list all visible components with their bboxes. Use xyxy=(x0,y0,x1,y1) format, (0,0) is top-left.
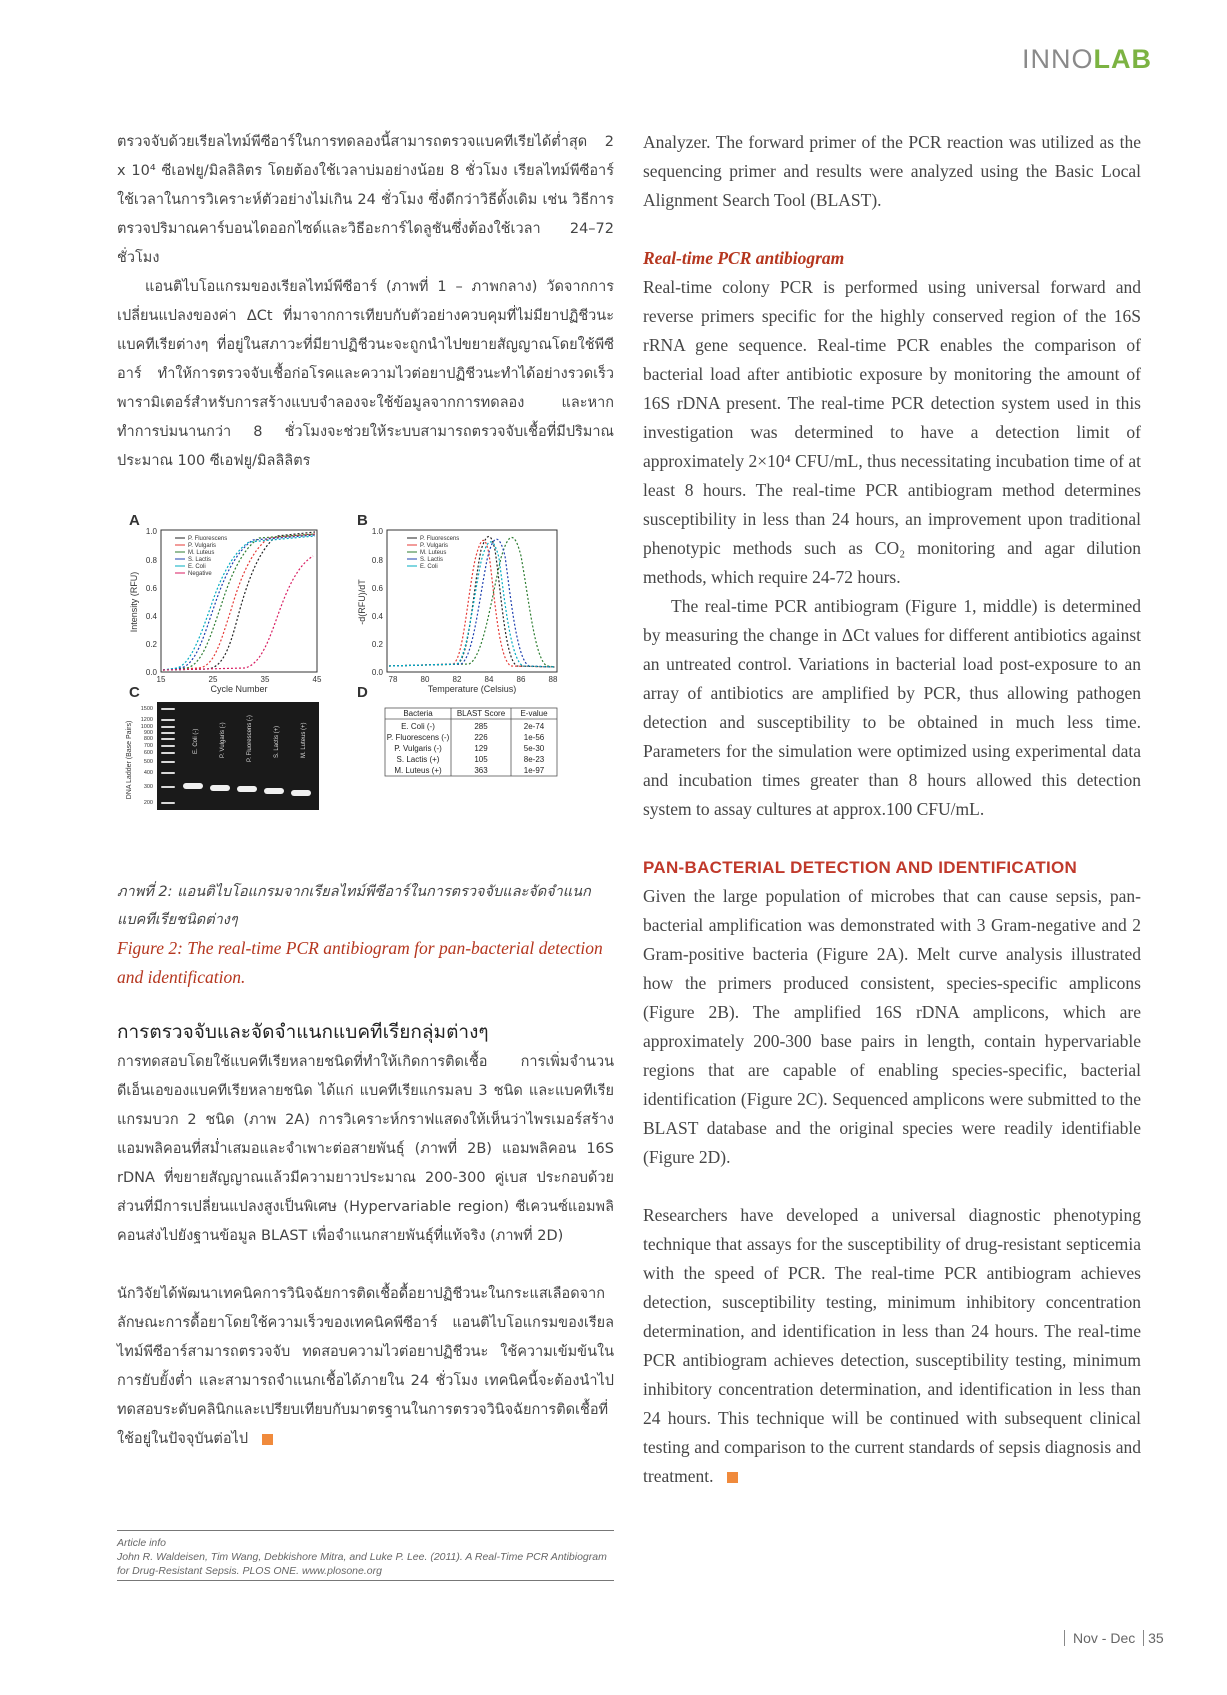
panel-label-c: C xyxy=(129,684,140,701)
panel-a-xtick: 25 xyxy=(208,675,218,684)
divider xyxy=(117,1580,614,1581)
right-column xyxy=(643,128,1141,1491)
thai-section-heading: การตรวจจับและจัดจำแนกแบคทีเรียกลุ่มต่างๆ xyxy=(117,1021,489,1043)
article-info-label: Article info xyxy=(117,1537,167,1549)
panel-b-ylabel: -d(RFU)/dT xyxy=(357,579,367,625)
panel-b-xtick: 82 xyxy=(452,675,462,684)
panel-b-frame xyxy=(387,530,557,672)
panel-a-ytick: 0.8 xyxy=(145,556,157,565)
table-cell: 105 xyxy=(474,755,488,764)
panel-b-xlabel: Temperature (Celsius) xyxy=(427,684,517,694)
ladder-label: 500 xyxy=(143,759,153,765)
ladder-label: 1000 xyxy=(140,724,153,730)
panel-b-legend-item: E. Coli xyxy=(420,564,438,570)
panel-b-xtick: 78 xyxy=(388,675,398,684)
panel-a-ytick: 0.4 xyxy=(145,612,157,621)
english-paragraph-5: Researchers have developed a universal diagnostic phenotyping technique that assays for the susceptibility of drug-resistant septicemia with the speed of PCR. The real-time PCR antibiogram achieves detection, susceptibility testing, minimum inhibitory concentration determination, and identification in less than 24 hours. The real-time PCR antibiogram achieves detection, susceptibility testing, minimum inhibitory concentration determination, and identification in less than 24 hours. This technique will be continued with subsequent clinical testing and comparison to the current standards of sepsis diagnosis and treatment. xyxy=(643,1205,1141,1486)
thai-paragraph-1: ตรวจจับด้วยเรียลไทม์พีซีอาร์ในการทดลองนี้สามารถตรวจแบคทีเรียได้ต่ำสุด 2 x 10⁴ ซีเอฟยู/มิลลิลิตร โดยต้องใช้เวลาบ่มอย่างน้อย 8 ชั่วโมง เรียลไทม์พีซีอาร์ใช้เวลาในการวิเคราะห์ตัวอย่างไม่เกิน 24 ชั่วโมง ซึ่งดีกว่าวิธีดั้งเดิม เช่น วิธีการตรวจปริมาณคาร์บอนไดออกไซด์และวิธีอะการ์ไดลูชันซึ่งต้องใช้เวลา 24–72 ชั่วโมง xyxy=(117,134,614,266)
english-paragraph-3: The real-time PCR antibiogram (Figure 1, middle) is determined by measuring the change in ΔCt values for different antibiotics against an untreated control. Variations in bacterial load post-exposure to an array of antibiotics are amplified by PCR, thus allowing pathogen detection and susceptibility to be obtained in much less time. Parameters for the simulation were optimized using experimental data and incubation times greater than 8 hours allowed this detection system to assay cultures at approx.100 CFU/mL. xyxy=(643,596,1141,819)
english-paragraph-4: Given the large population of microbes that can cause sepsis, pan-bacterial amplification was demonstrated with 3 Gram-negative and 2 Gram-positive bacteria (Figure 2A). Melt curve analysis illustrated how the primers produced consistent, species-specific amplicons (Figure 2B). The amplified 16S rDNA amplicons, which are approximately 200-300 base pairs in length, contain hypervariable regions that are capable of enabling species-specific, bacterial identification (Figure 2C). Sequenced amplicons were submitted to the BLAST database and the original species were readily identifiable (Figure 2D). xyxy=(643,886,1141,1167)
table-header: BLAST Score xyxy=(456,709,506,718)
ladder-label: 300 xyxy=(143,784,153,790)
end-mark-icon xyxy=(727,1472,738,1483)
panel-d-table xyxy=(385,708,557,776)
panel-a-legend-item: Negative xyxy=(188,571,212,577)
caption-thai: ภาพที่ 2: แอนติไบโอแกรมจากเรียลไทม์พีซีอาร์ในการตรวจจับและจัดจำแนกแบคทีเรียชนิดต่างๆ xyxy=(117,884,591,928)
ladder-label: 1200 xyxy=(140,717,153,723)
panel-a xyxy=(129,527,322,694)
table-cell: 285 xyxy=(474,722,488,731)
logo-text-lab: LAB xyxy=(1093,44,1152,74)
panel-a-xlabel: Cycle Number xyxy=(210,684,268,694)
table-cell: 5e-30 xyxy=(523,744,545,753)
table-cell: S. Lactis (+) xyxy=(396,755,440,764)
lane-label: E. Coli (-) xyxy=(193,728,199,754)
panel-b-xtick: 84 xyxy=(484,675,494,684)
panel-a-curve-negative xyxy=(163,556,313,670)
table-cell: 226 xyxy=(474,733,488,742)
panel-a-legend-item: E. Coli xyxy=(188,564,206,570)
english-paragraph-2: Real-time colony PCR is performed using universal forward and reverse primers specific for the highly conserved region of the 16S rRNA gene sequence. Real-time PCR enables the comparison of bacterial load after antibiotic exposure by monitoring the amount of 16S rDNA present. The real-time PCR detection system used in this investigation was determined to have a detection limit of approximately 2×10⁴ CFU/mL, thus necessitating incubation time of at least 8 hours. The real-time PCR antibiogram method determines susceptibility in less than 24 hours, an improvement upon traditional phenotypic methods such as CO₂ monitoring and agar dilution methods, which require 24-72 hours. xyxy=(643,277,1141,587)
table-cell: P. Vulgaris (-) xyxy=(394,744,442,753)
panel-label-b: B xyxy=(357,512,368,529)
table-cell: 129 xyxy=(474,744,488,753)
ladder-label: 600 xyxy=(143,750,153,756)
lane-label: P. Fluorescens (-) xyxy=(247,715,253,762)
lane-label: S. Lactis (+) xyxy=(274,725,280,758)
article-info-text: John R. Waldeisen, Tim Wang, Debkishore Mitra, and Luke P. Lee. (2011). A Real-Time PCR Antibiogram for Drug-Resistant Sepsis. PLOS ONE. www.plosone.org xyxy=(117,1551,607,1577)
caption-english: Figure 2: The real-time PCR antibiogram for pan-bacterial detection and identification. xyxy=(117,938,603,987)
table-cell: M. Luteus (+) xyxy=(394,766,442,775)
panel-b-curve-e-coli xyxy=(389,542,555,667)
ladder-label: 900 xyxy=(143,730,153,736)
panel-b-ytick: 0.6 xyxy=(371,584,383,593)
panel-b xyxy=(357,527,558,694)
english-paragraph-1: Analyzer. The forward primer of the PCR reaction was utilized as the sequencing primer and results were analyzed using the Basic Local Alignment Search Tool (BLAST). xyxy=(643,132,1141,210)
lane-label: P. Vulgaris (-) xyxy=(220,722,226,758)
panel-b-legend-item: P. Fluorescens xyxy=(420,536,460,542)
ladder-label: 700 xyxy=(143,743,153,749)
table-header: Bacteria xyxy=(403,709,433,718)
left-column xyxy=(117,128,614,476)
page-folio xyxy=(1064,1630,1164,1646)
panel-b-legend-item: S. Lactis xyxy=(420,557,444,563)
panel-b-xtick: 86 xyxy=(516,675,526,684)
table-header: E-value xyxy=(520,709,548,718)
panel-a-legend-item: M. Luteus xyxy=(188,550,215,556)
panel-a-legend-item: S. Lactis xyxy=(188,557,212,563)
thai-paragraph-4: นักวิจัยได้พัฒนาเทคนิคการวินิจฉัยการติดเชื้อดื้อยาปฏิชีวนะในกระแสเลือดจากลักษณะการดื้อยาโดยใช้ความเร็วของเทคนิคพีซีอาร์ แอนติไบโอแกรมของเรียลไทม์พีซีอาร์สามารถตรวจจับ ทดสอบความไวต่อยาปฏิชีวนะ ใช้ความเข้มข้นในการยับยั้งต่ำ และสามารถจำแนกเชื้อได้ภายใน 24 ชั่วโมง เทคนิคนี้จะต้องนำไปทดสอบระดับคลินิกและเปรียบเทียบกับมาตรฐานในการตรวจวินิจฉัยการติดเชื้อที่ใช้อยู่ในปัจจุบันต่อไป xyxy=(117,1286,614,1447)
thai-paragraph-2: แอนติไบโอแกรมของเรียลไทม์พีซีอาร์ (ภาพที่ 1 – ภาพกลาง) วัดจากการเปลี่ยนแปลงของค่า ΔCt ที่มาจากการเทียบกับตัวอย่างควบคุมที่ไม่มียาปฏิชีวนะ แบคทีเรียต่างๆ ที่อยู่ในสภาวะที่มียาปฏิชีวนะจะถูกนำไปขยายสัญญาณโดยใช้พีซีอาร์ ทำให้การตรวจจับเชื้อก่อโรคและความไวต่อยาปฏิชีวนะทำได้อย่างรวดเร็ว พารามิเตอร์สำหรับการสร้างแบบจำลองจะใช้ข้อมูลจากการทดลอง และหากทำการบ่มนานกว่า 8 ชั่วโมงจะช่วยให้ระบบสามารถตรวจจับเชื้อที่มีปริมาณประมาณ 100 ซีเอฟยู/มิลลิลิตร xyxy=(117,279,614,469)
panel-a-ytick: 0.0 xyxy=(145,668,157,677)
panel-a-curve-p-fluorescens xyxy=(163,532,315,670)
figure-caption xyxy=(117,878,614,992)
table-cell: 2e-74 xyxy=(523,722,545,731)
panel-b-xtick: 88 xyxy=(548,675,558,684)
panel-b-curve-p-fluorescens xyxy=(389,537,555,668)
figure-2 xyxy=(117,510,577,820)
panel-b-xtick: 80 xyxy=(420,675,430,684)
panel-a-ylabel: Intensity (RFU) xyxy=(129,571,139,633)
issue-date: Nov - Dec xyxy=(1064,1630,1135,1646)
panel-c xyxy=(126,702,319,810)
divider xyxy=(117,1530,614,1531)
panel-a-curve-e-coli xyxy=(163,536,315,670)
gel-band xyxy=(210,785,230,791)
panel-a-legend-item: P. Fluorescens xyxy=(188,536,228,542)
magazine-logo xyxy=(1022,44,1152,75)
ladder-label: 200 xyxy=(143,800,153,806)
table-cell: 8e-23 xyxy=(523,755,545,764)
panel-c-ylabel: DNA Ladder (Base Pairs) xyxy=(126,720,133,800)
panel-b-ytick: 0.4 xyxy=(371,612,383,621)
logo-text-inno: INNO xyxy=(1022,44,1094,74)
panel-a-curve-p-vulgaris xyxy=(163,534,315,670)
article-info xyxy=(117,1536,614,1578)
sub-heading-antibiogram: Real-time PCR antibiogram xyxy=(643,248,845,268)
ladder-label: 800 xyxy=(143,736,153,742)
thai-paragraph-3: การทดสอบโดยใช้แบคทีเรียหลายชนิดที่ทำให้เกิดการติดเชื้อ การเพิ่มจำนวนดีเอ็นเอของแบคทีเรียหลายชนิด ได้แก่ แบคทีเรียแกรมลบ 3 ชนิด และแบคทีเรียแกรมบวก 2 ชนิด (ภาพ 2A) การวิเคราะห์กราฟแสดงให้เห็นว่าไพรเมอร์สร้างแอมพลิคอนที่สม่ำเสมอและจำเพาะต่อสายพันธุ์ (ภาพที่ 2B) แอมพลิคอน 16S rDNA ที่ขยายสัญญาณแล้วมีความยาวประมาณ 200-300 คู่เบส ประกอบด้วยส่วนที่มีการเปลี่ยนแปลงสูงเป็นพิเศษ (Hypervariable region) ซีเควนซ์แอมพลิคอนส่งไปยังฐานข้อมูล BLAST เพื่อจำแนกสายพันธุ์ที่แท้จริง (ภาพที่ 2D) xyxy=(117,1054,614,1244)
gel-band xyxy=(291,790,311,796)
panel-b-legend-item: M. Luteus xyxy=(420,550,447,556)
panel-a-xtick: 35 xyxy=(260,675,270,684)
ladder-label: 400 xyxy=(143,770,153,776)
panel-a-curve-m-luteus xyxy=(163,534,315,670)
panel-b-legend-item: P. Vulgaris xyxy=(420,543,449,549)
page-number: 35 xyxy=(1143,1630,1164,1646)
panel-a-ytick: 0.2 xyxy=(145,640,157,649)
section-heading-pan-bacterial: PAN-BACTERIAL DETECTION AND IDENTIFICATION xyxy=(643,858,1078,877)
panel-label-a: A xyxy=(129,512,140,529)
panel-b-ytick: 0.2 xyxy=(371,640,383,649)
gel-band xyxy=(264,788,284,794)
panel-b-ytick: 1.0 xyxy=(371,527,383,536)
table-cell: E. Coli (-) xyxy=(401,722,435,731)
ladder-label: 1500 xyxy=(140,706,153,712)
table-cell: P. Fluorescens (-) xyxy=(386,733,450,742)
panel-label-d: D xyxy=(357,684,368,701)
end-mark-icon xyxy=(262,1434,273,1445)
lane-label: M. Luteus (+) xyxy=(301,722,307,758)
panel-b-curve-m-luteus xyxy=(389,538,555,668)
panel-a-xtick: 15 xyxy=(156,675,166,684)
panel-a-legend-item: P. Vulgaris xyxy=(188,543,217,549)
table-cell: 1e-97 xyxy=(523,766,545,775)
panel-a-xtick: 45 xyxy=(312,675,322,684)
panel-a-ytick: 1.0 xyxy=(145,527,157,536)
table-cell: 1e-56 xyxy=(523,733,545,742)
left-section xyxy=(117,1016,614,1454)
panel-a-ytick: 0.6 xyxy=(145,584,157,593)
gel-band xyxy=(183,783,203,789)
panel-b-curve-s-lactis xyxy=(389,539,555,667)
gel-band xyxy=(237,786,257,792)
panel-b-ytick: 0.8 xyxy=(371,556,383,565)
panel-a-curve-s-lactis xyxy=(163,535,315,670)
panel-b-ytick: 0.0 xyxy=(371,668,383,677)
table-cell: 363 xyxy=(474,766,488,775)
